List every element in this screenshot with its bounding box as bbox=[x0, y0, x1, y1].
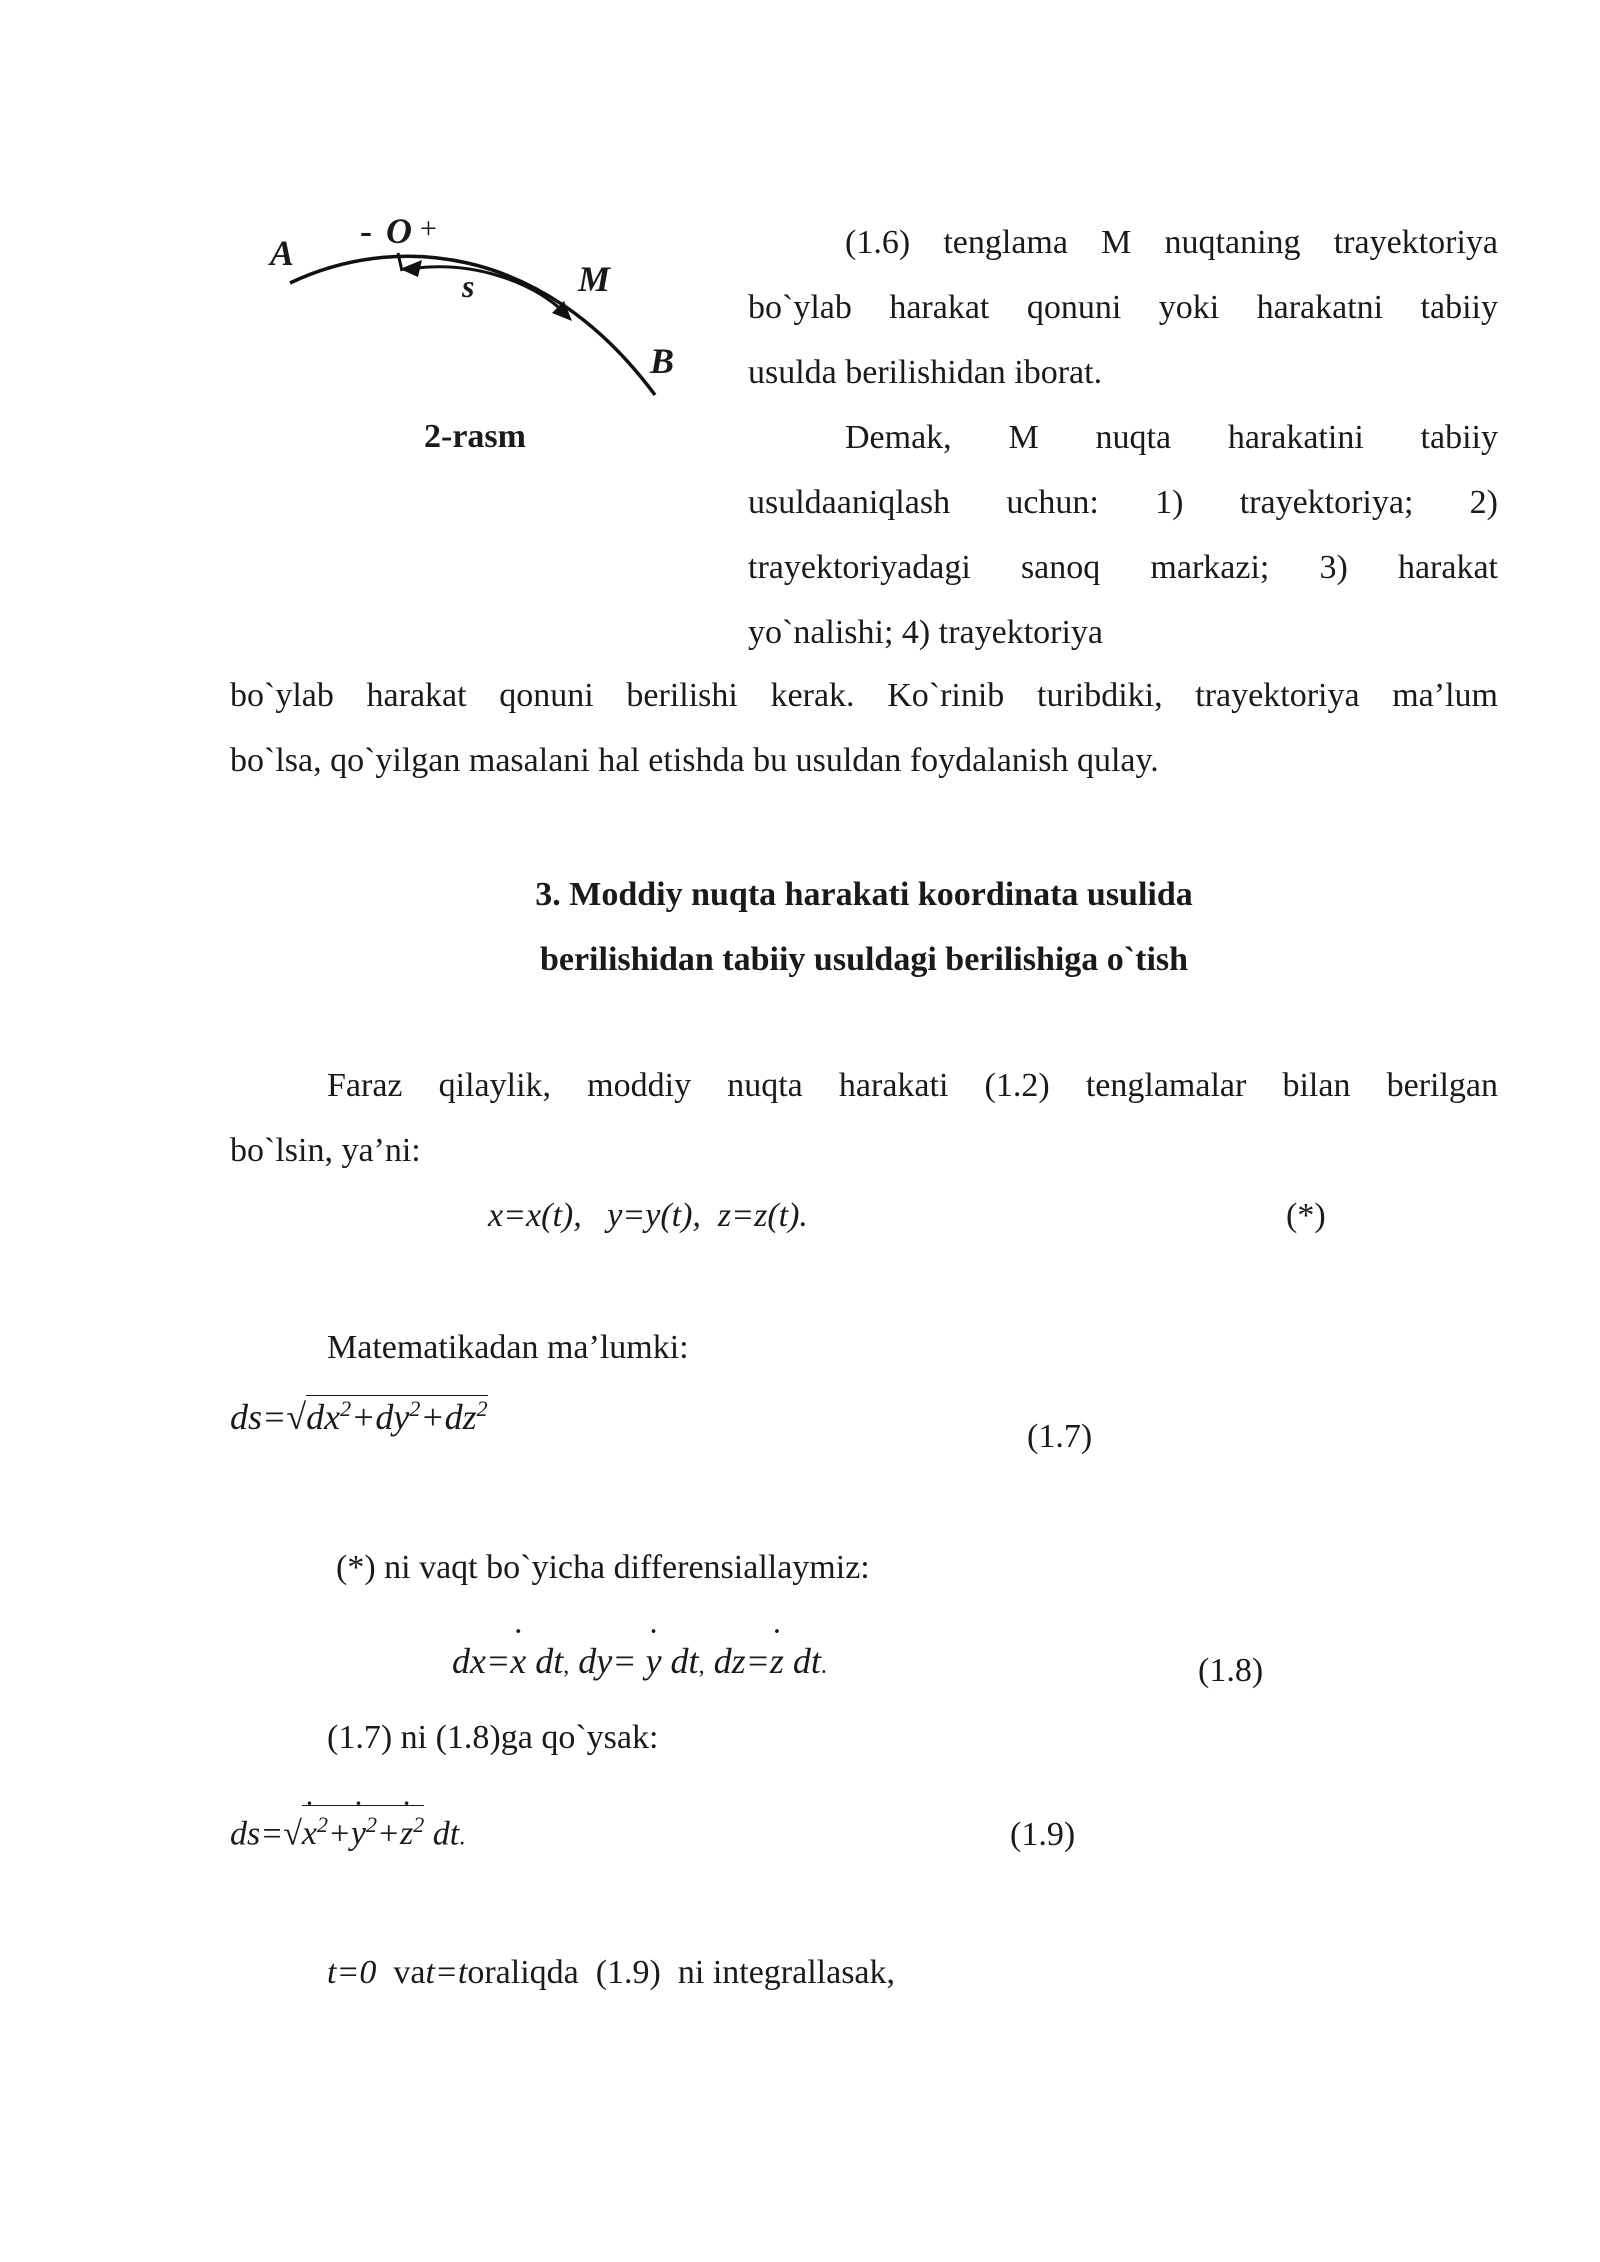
text-qoysak: (1.7) ni (1.8)ga qo`ysak: bbox=[327, 1719, 659, 1756]
equation-1-9-lhs: ds= bbox=[230, 1815, 284, 1853]
right-line-7: yo`nalishi; 4) trayektoriya bbox=[748, 614, 1104, 651]
right-line-6: trayektoriyadagi sanoq markazi; 3) harakat bbox=[748, 549, 1498, 586]
paragraph-1-line-1: bo`ylab harakat qonuni berilishi kerak. Ko`rinib turibdiki, trayektoriya ma’lum bbox=[230, 677, 1498, 714]
point-B-label: B bbox=[650, 341, 675, 381]
paragraph-1-line-2: bo`lsa, qo`yilgan masalani hal etishda bu usuldan foydalanish qulay. bbox=[230, 742, 1159, 779]
rest-text: oraliqda (1.9) ni integrallasak, bbox=[467, 1954, 896, 1991]
text-matematikadan: Matematikadan ma’lumki: bbox=[327, 1329, 689, 1366]
section-heading-line-1: 3. Moddiy nuqta harakati koordinata usulida bbox=[535, 876, 1193, 913]
trajectory-figure bbox=[260, 205, 700, 405]
minus-sign: - bbox=[360, 211, 372, 251]
arrow-left-head bbox=[400, 260, 422, 277]
right-line-2: bo`ylab harakat qonuni yoki harakatni tabiiy bbox=[748, 289, 1498, 326]
paragraph-1 bbox=[230, 663, 1498, 793]
equation-1-7-number: (1.7) bbox=[1027, 1418, 1093, 1455]
equation-1-9: ds=√x ˙$^2$+y ˙$^2$+z ˙$^2$ dt. bbox=[230, 1805, 465, 1853]
right-line-5: usuldaaniqlash uchun: 1) trayektoriya; 2) bbox=[748, 484, 1498, 521]
section-heading-line-2: berilishidan tabiiy usuldagi berilishiga o`tish bbox=[539, 941, 1189, 978]
paragraph-2 bbox=[230, 1053, 1498, 1183]
equation-1-7: $ds=√dx^2+dy^2+dz^2$ bbox=[230, 1396, 488, 1437]
equation-star: x=x(t), y=y(t), z=z(t). bbox=[488, 1197, 808, 1234]
text-integrallasak bbox=[327, 1940, 895, 2005]
point-A-label: A bbox=[270, 233, 295, 273]
equation-1-8: dx=x ˙ dt, dy= y ˙ dt, dz=z ˙ dt. bbox=[452, 1640, 827, 1682]
figure-caption: 2-rasm bbox=[424, 418, 526, 455]
origin-O-label: O bbox=[386, 211, 412, 251]
point-M-label: M bbox=[578, 259, 611, 299]
paragraph-2-line-1: Faraz qilaylik, moddiy nuqta harakati (1.2) tenglamalar bilan berilgan bbox=[327, 1067, 1498, 1104]
equation-1-8-number: (1.8) bbox=[1198, 1652, 1264, 1689]
right-line-1: (1.6) tenglama M nuqtaning trayektoriya bbox=[845, 224, 1498, 261]
right-line-3: usulda berilishidan iborat. bbox=[748, 354, 1103, 391]
equation-1-9-number: (1.9) bbox=[1010, 1816, 1076, 1853]
arc-s-label: s bbox=[462, 268, 475, 304]
paragraph-2-line-2: bo`lsin, ya’ni: bbox=[230, 1132, 421, 1169]
t-zero: t=0 bbox=[327, 1954, 377, 1991]
section-heading bbox=[230, 862, 1498, 992]
equation-1-9-radicand: x ˙$^2$+y ˙$^2$+z ˙$^2$ bbox=[302, 1805, 424, 1853]
right-line-4: Demak, M nuqta harakatini tabiiy bbox=[845, 419, 1498, 456]
equation-star-number: (*) bbox=[1286, 1197, 1326, 1234]
va-word: va bbox=[376, 1954, 426, 1991]
t-equals-t: t=t bbox=[425, 1954, 468, 1991]
text-differensiallaymiz: (*) ni vaqt bo`yicha differensiallaymiz: bbox=[336, 1549, 870, 1586]
equation-1-7-radicand: $dx^2+dy^2+dz^2$ bbox=[306, 1396, 488, 1437]
right-column-text bbox=[748, 210, 1498, 665]
equation-1-7-lhs: ds= bbox=[230, 1397, 287, 1437]
plus-sign: + bbox=[420, 212, 437, 245]
